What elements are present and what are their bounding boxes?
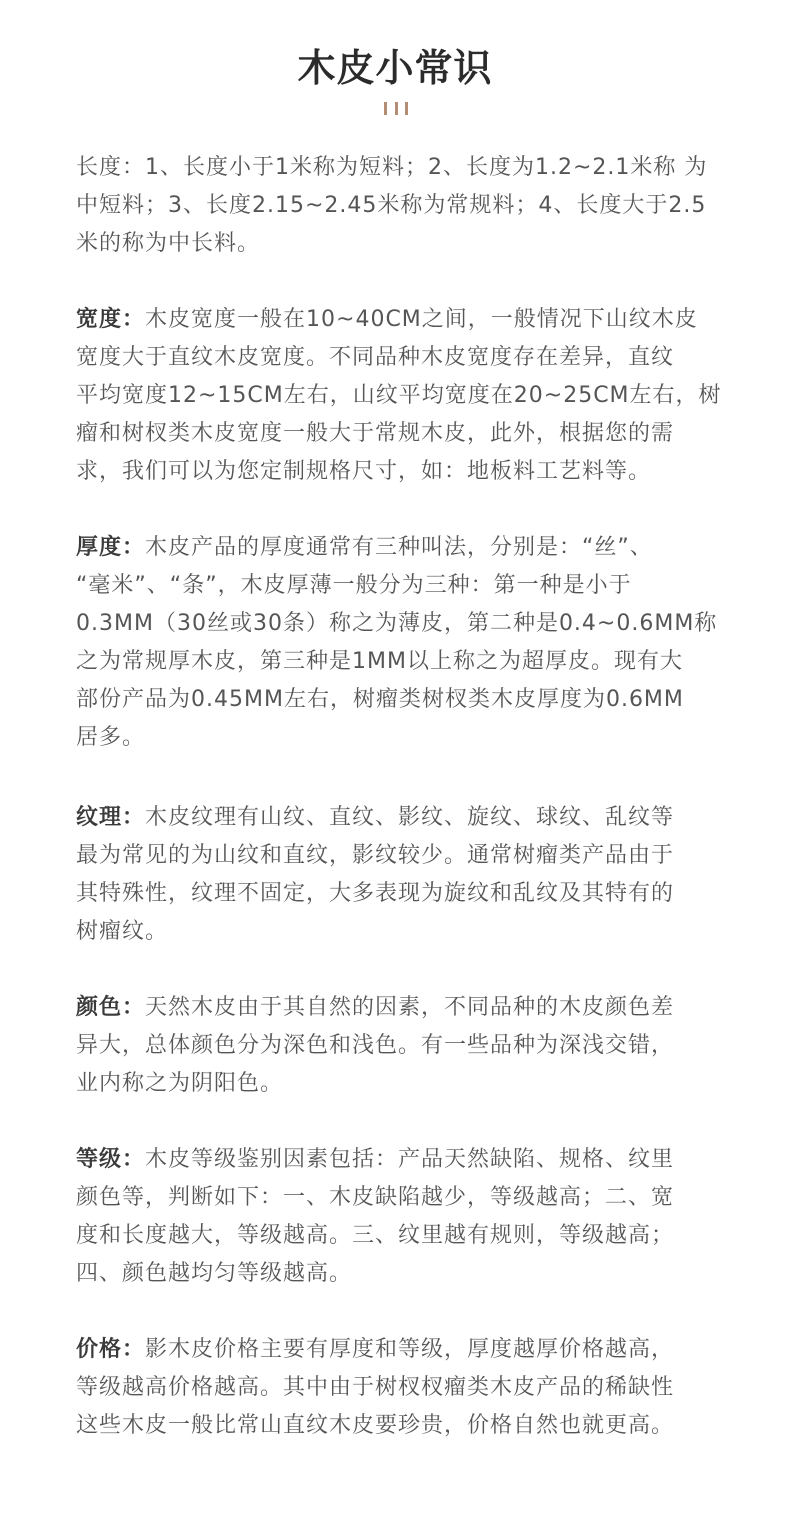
section-line: “毫米”、“条”，木皮厚薄一般分为三种：第一种是小于 xyxy=(76,573,632,598)
section-first-line xyxy=(76,1331,716,1369)
section-label: 纹理： xyxy=(76,805,146,830)
section-line: 其特殊性，纹理不固定，大多表现为旋纹和乱纹及其特有的 xyxy=(76,881,675,906)
section-line: 平均宽度12~15CM左右，山纹平均宽度在20~25CM左右，树 xyxy=(76,383,722,408)
section-line: 瘤和树杈类木皮宽度一般大于常规木皮，此外，根据您的需 xyxy=(76,421,675,446)
section-first-line xyxy=(76,799,716,837)
section-line: 居多。 xyxy=(76,725,146,750)
section-price xyxy=(76,1331,716,1445)
section-line: 异大，总体颜色分为深色和浅色。有一些品种为深浅交错， xyxy=(76,1033,675,1058)
section-label: 厚度： xyxy=(76,535,146,560)
section-length xyxy=(76,149,716,263)
section-line: 颜色等，判断如下：一、木皮缺陷越少，等级越高；二、宽 xyxy=(76,1185,675,1210)
article-body xyxy=(76,149,722,1483)
section-first-line xyxy=(76,529,716,567)
section-line: 等级越高价格越高。其中由于树杈杈瘤类木皮产品的稀缺性 xyxy=(76,1375,675,1400)
section-grade xyxy=(76,1141,716,1293)
page-title: 木皮小常识 xyxy=(297,46,493,90)
section-line: 长度：1、长度小于1米称为短料；2、长度为1.2~2.1米称 为 xyxy=(76,155,708,180)
section-line: 木皮宽度一般在10~40CM之间，一般情况下山纹木皮 xyxy=(145,307,698,332)
section-first-line xyxy=(76,989,716,1027)
section-line: 树瘤纹。 xyxy=(76,919,169,944)
section-line: 0.3MM（30丝或30条）称之为薄皮，第二种是0.4~0.6MM称 xyxy=(76,611,718,636)
section-line: 度和长度越大，等级越高。三、纹里越有规则，等级越高； xyxy=(76,1223,675,1248)
section-line: 木皮等级鉴别因素包括：产品天然缺陷、规格、纹里 xyxy=(145,1147,675,1172)
section-line: 求，我们可以为您定制规格尺寸，如：地板料工艺料等。 xyxy=(76,459,652,484)
section-line: 之为常规厚木皮，第三种是1MM以上称之为超厚皮。现有大 xyxy=(76,649,683,674)
section-line: 部份产品为0.45MM左右，树瘤类树杈类木皮厚度为0.6MM xyxy=(76,687,684,712)
divider-bar xyxy=(405,102,408,115)
section-label: 等级： xyxy=(76,1147,146,1172)
section-line: 木皮产品的厚度通常有三种叫法，分别是：“丝”、 xyxy=(145,535,653,560)
section-color xyxy=(76,989,716,1103)
section-line: 宽度大于直纹木皮宽度。不同品种木皮宽度存在差异，直纹 xyxy=(76,345,675,370)
section-line: 业内称之为阴阳色。 xyxy=(76,1071,284,1096)
title-divider xyxy=(384,102,408,115)
divider-bar xyxy=(384,102,387,115)
section-label: 宽度： xyxy=(76,307,146,332)
section-line: 中短料；3、长度2.15~2.45米称为常规料；4、长度大于2.5 xyxy=(76,193,707,218)
section-width xyxy=(76,301,722,491)
section-label: 颜色： xyxy=(76,995,146,1020)
section-line: 最为常见的为山纹和直纹，影纹较少。通常树瘤类产品由于 xyxy=(76,843,675,868)
section-first-line xyxy=(76,1141,716,1179)
section-line: 天然木皮由于其自然的因素，不同品种的木皮颜色差 xyxy=(145,995,675,1020)
section-line: 木皮纹理有山纹、直纹、影纹、旋纹、球纹、乱纹等 xyxy=(145,805,675,830)
section-line: 四、颜色越均匀等级越高。 xyxy=(76,1261,353,1286)
section-thickness xyxy=(76,529,716,757)
section-grain xyxy=(76,799,716,951)
section-line: 这些木皮一般比常山直纹木皮要珍贵，价格自然也就更高。 xyxy=(76,1413,675,1438)
section-label: 价格： xyxy=(76,1337,146,1362)
section-line: 米的称为中长料。 xyxy=(76,231,261,256)
section-first-line xyxy=(76,301,716,339)
divider-bar xyxy=(395,102,398,115)
section-line: 影木皮价格主要有厚度和等级，厚度越厚价格越高， xyxy=(145,1337,675,1362)
